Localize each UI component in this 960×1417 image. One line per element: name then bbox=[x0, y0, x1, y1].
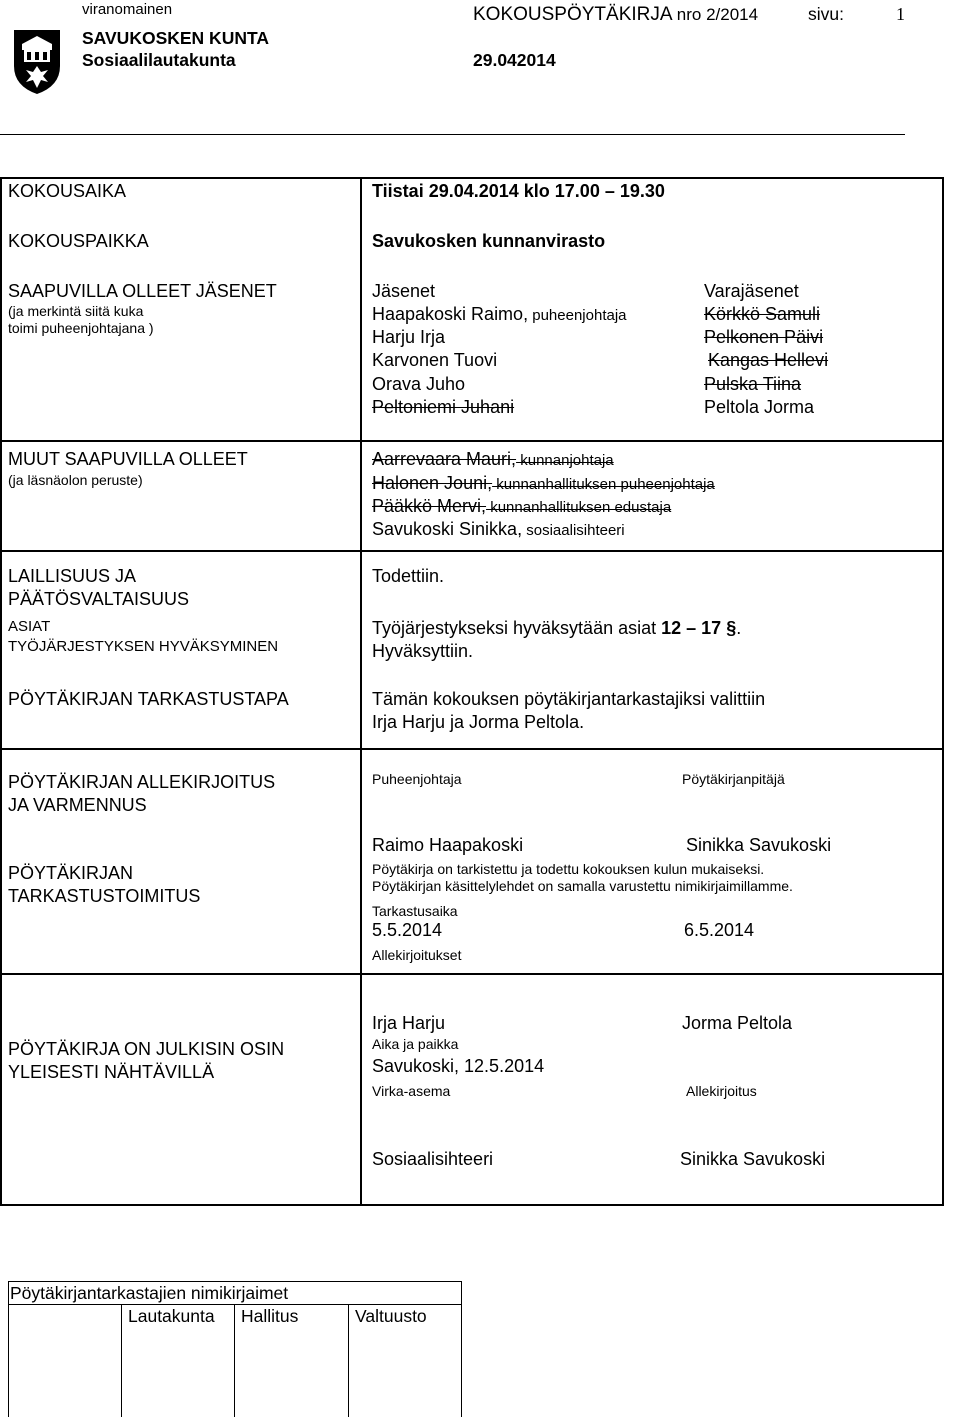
row-divider-2 bbox=[0, 550, 944, 552]
review-method-label: PÖYTÄKIRJAN TARKASTUSTAPA bbox=[8, 689, 289, 709]
initials-table-left bbox=[8, 1281, 9, 1417]
meeting-place-label: KOKOUSPAIKKA bbox=[8, 231, 149, 251]
deputy-5: Peltola Jorma bbox=[704, 397, 815, 417]
member-5-absent: Peltoniemi Juhani bbox=[372, 397, 515, 417]
reviewer-1: Irja Harju bbox=[372, 1013, 446, 1033]
member-1: Haapakoski Raimo, puheenjohtaja bbox=[372, 304, 627, 324]
legality-value: Todettiin. bbox=[372, 566, 445, 586]
initials-table-top bbox=[8, 1281, 462, 1282]
others-label: MUUT SAAPUVILLA OLLEET bbox=[8, 449, 248, 469]
position-label: Virka-asema bbox=[372, 1083, 451, 1099]
position-value: Sosiaalisihteeri bbox=[372, 1149, 494, 1169]
signature-label: Allekirjoitus bbox=[686, 1083, 757, 1099]
row-divider-3 bbox=[0, 748, 944, 750]
members-heading: Jäsenet bbox=[372, 281, 436, 301]
review-text-1: Pöytäkirja on tarkistettu ja todettu kokouksen kulun mukaiseksi. bbox=[372, 861, 765, 877]
member-2: Harju Irja bbox=[372, 327, 446, 347]
initials-table-title: Pöytäkirjantarkastajien nimikirjaimet bbox=[10, 1283, 289, 1303]
deputies-heading: Varajäsenet bbox=[704, 281, 799, 301]
frame-right bbox=[942, 177, 944, 1206]
public-signer: Sinikka Savukoski bbox=[680, 1149, 826, 1169]
chair-name: Raimo Haapakoski bbox=[372, 835, 524, 855]
review-time-label: Tarkastusaika bbox=[372, 903, 458, 919]
other-attendee-1-absent: Aarrevaara Mauri, kunnanjohtaja bbox=[372, 449, 614, 469]
initials-table-col-3 bbox=[348, 1304, 349, 1417]
review-label-1: PÖYTÄKIRJAN bbox=[8, 863, 134, 883]
deputy-4-absent: Pulska Tiina bbox=[704, 374, 802, 394]
other-attendee-3-absent: Pääkkö Mervi, kunnanhallituksen edustaja bbox=[372, 496, 672, 516]
committee-name: Sosiaalilautakunta bbox=[82, 50, 236, 70]
column-divider-3 bbox=[360, 550, 362, 748]
page-number: 1 bbox=[896, 4, 905, 24]
chair-role: Puheenjohtaja bbox=[372, 771, 462, 787]
legality-label-1: LAILLISUUS JA bbox=[8, 566, 137, 586]
other-attendee-2-absent: Halonen Jouni, kunnanhallituksen puheenjohtaja bbox=[372, 473, 715, 493]
initials-table-col-2 bbox=[234, 1304, 235, 1417]
meeting-place-value: Savukosken kunnanvirasto bbox=[372, 231, 606, 251]
row-divider-1 bbox=[0, 440, 944, 442]
initials-col-committee: Lautakunta bbox=[128, 1306, 215, 1326]
page-label: sivu: bbox=[808, 4, 844, 24]
members-note-1: (ja merkintä siitä kuka bbox=[8, 303, 144, 319]
column-divider bbox=[360, 177, 362, 440]
frame-bottom bbox=[0, 1204, 944, 1206]
initials-table-header-line bbox=[8, 1304, 462, 1305]
document-title: KOKOUSPÖYTÄKIRJA nro 2/2014 bbox=[473, 4, 759, 25]
column-divider-2 bbox=[360, 440, 362, 550]
signing-label-2: JA VARMENNUS bbox=[8, 795, 147, 815]
signatures-label: Allekirjoitukset bbox=[372, 947, 462, 963]
deputy-3-absent: Kangas Hellevi bbox=[708, 350, 829, 370]
others-note: (ja läsnäolon peruste) bbox=[8, 472, 143, 488]
review-method-value-1: Tämän kokouksen pöytäkirjantarkastajiksi valittiin bbox=[372, 689, 766, 709]
review-method-value-2: Irja Harju ja Jorma Peltola. bbox=[372, 712, 585, 732]
initials-col-council: Valtuusto bbox=[355, 1306, 427, 1326]
review-label-2: TARKASTUSTOIMITUS bbox=[8, 886, 201, 906]
secretary-role: Pöytäkirjanpitäjä bbox=[682, 771, 785, 787]
frame-top bbox=[0, 177, 944, 179]
row-divider-4 bbox=[0, 973, 944, 975]
member-4: Orava Juho bbox=[372, 374, 466, 394]
member-3: Karvonen Tuovi bbox=[372, 350, 498, 370]
members-note-2: toimi puheenjohtajana ) bbox=[8, 320, 154, 336]
initials-col-board: Hallitus bbox=[241, 1306, 299, 1326]
agenda-label-2: TYÖJÄRJESTYKSEN HYVÄKSYMINEN bbox=[8, 638, 279, 655]
agenda-approved: Hyväksyttiin. bbox=[372, 641, 474, 661]
review-date-2: 6.5.2014 bbox=[684, 920, 755, 940]
column-divider-5 bbox=[360, 973, 362, 1206]
organization-name: SAVUKOSKEN KUNTA bbox=[82, 28, 269, 48]
meeting-time-label: KOKOUSAIKA bbox=[8, 181, 127, 201]
legality-label-2: PÄÄTÖSVALTAISUUS bbox=[8, 589, 190, 609]
reviewer-2: Jorma Peltola bbox=[682, 1013, 793, 1033]
header-divider bbox=[0, 134, 905, 135]
municipal-coat-of-arms-logo bbox=[12, 28, 62, 96]
signing-label-1: PÖYTÄKIRJAN ALLEKIRJOITUS bbox=[8, 772, 276, 792]
deputy-2-absent: Pelkonen Päivi bbox=[704, 327, 824, 347]
public-label-2: YLEISESTI NÄHTÄVILLÄ bbox=[8, 1062, 215, 1082]
place-time-label: Aika ja paikka bbox=[372, 1036, 459, 1052]
members-label: SAAPUVILLA OLLEET JÄSENET bbox=[8, 281, 277, 301]
review-date-1: 5.5.2014 bbox=[372, 920, 443, 940]
agenda-value: Työjärjestykseksi hyväksytään asiat 12 – 17 §. bbox=[372, 618, 742, 638]
document-status: viranomainen bbox=[82, 1, 173, 18]
meeting-date: 29.042014 bbox=[473, 50, 556, 70]
initials-table-right bbox=[461, 1281, 462, 1417]
deputy-1-absent: Körkkö Samuli bbox=[704, 304, 821, 324]
place-time-value: Savukoski, 12.5.2014 bbox=[372, 1056, 545, 1076]
other-attendee-4: Savukoski Sinikka, sosiaalisihteeri bbox=[372, 519, 625, 539]
secretary-name: Sinikka Savukoski bbox=[686, 835, 832, 855]
agenda-label-1: ASIAT bbox=[8, 618, 51, 635]
review-text-2: Pöytäkirjan käsittelylehdet on samalla varustettu nimikirjaimillamme. bbox=[372, 878, 793, 894]
initials-table-col-1 bbox=[121, 1304, 122, 1417]
frame-left bbox=[0, 177, 2, 1206]
public-label-1: PÖYTÄKIRJA ON JULKISIN OSIN bbox=[8, 1039, 285, 1059]
meeting-time-value: Tiistai 29.04.2014 klo 17.00 – 19.30 bbox=[372, 181, 665, 201]
column-divider-4 bbox=[360, 748, 362, 973]
